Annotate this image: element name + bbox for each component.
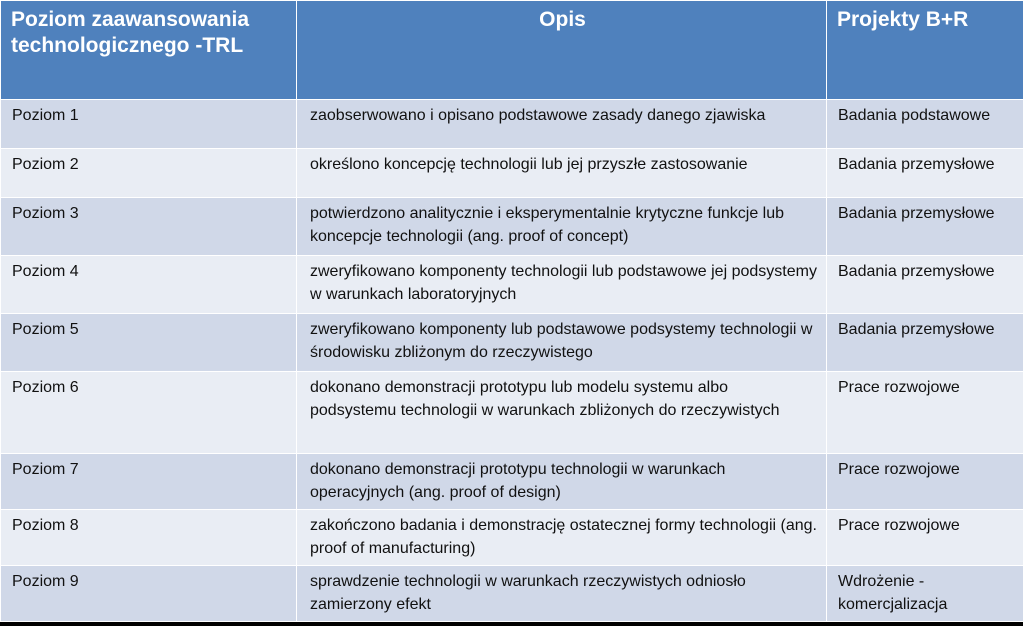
level-cell: Poziom 1 <box>1 100 297 149</box>
table-row <box>1 510 1023 566</box>
project-cell: Badania przemysłowe <box>827 314 1023 372</box>
project-cell: Prace rozwojowe <box>827 372 1023 454</box>
header-rd-projects: Projekty B+R <box>827 1 1023 100</box>
level-cell: Poziom 2 <box>1 149 297 198</box>
project-cell: Badania przemysłowe <box>827 256 1023 314</box>
description-cell: potwierdzono analitycznie i eksperymentalnie krytyczne funkcje lub koncepcje technologii (ang. proof of concept) <box>297 198 827 256</box>
level-cell: Poziom 7 <box>1 454 297 510</box>
project-cell: Badania podstawowe <box>827 100 1023 149</box>
project-cell: Badania przemysłowe <box>827 198 1023 256</box>
level-cell: Poziom 8 <box>1 510 297 566</box>
table-row <box>1 566 1023 622</box>
bottom-border <box>0 622 1023 626</box>
project-cell: Wdrożenie - komercjalizacja <box>827 566 1023 622</box>
table-row <box>1 314 1023 372</box>
description-cell: zweryfikowano komponenty lub podstawowe podsystemy technologii w środowisku zbliżonym do rzeczywistego <box>297 314 827 372</box>
description-cell: określono koncepcję technologii lub jej przyszłe zastosowanie <box>297 149 827 198</box>
project-cell: Badania przemysłowe <box>827 149 1023 198</box>
table-row <box>1 198 1023 256</box>
level-cell: Poziom 4 <box>1 256 297 314</box>
description-cell: dokonano demonstracji prototypu lub modelu systemu albo podsystemu technologii w warunkach zbliżonych do rzeczywistych <box>297 372 827 454</box>
table-row <box>1 100 1023 149</box>
header-description: Opis <box>297 1 827 100</box>
table-row <box>1 256 1023 314</box>
description-cell: dokonano demonstracji prototypu technologii w warunkach operacyjnych (ang. proof of design) <box>297 454 827 510</box>
level-cell: Poziom 6 <box>1 372 297 454</box>
description-cell: zakończono badania i demonstrację ostatecznej formy technologii (ang. proof of manufacturing) <box>297 510 827 566</box>
description-cell: sprawdzenie technologii w warunkach rzeczywistych odniosło zamierzony efekt <box>297 566 827 622</box>
level-cell: Poziom 9 <box>1 566 297 622</box>
project-cell: Prace rozwojowe <box>827 510 1023 566</box>
header-trl-level: Poziom zaawansowania technologicznego -TRL <box>1 1 297 100</box>
description-cell: zaobserwowano i opisano podstawowe zasady danego zjawiska <box>297 100 827 149</box>
table-header-row <box>1 1 1023 100</box>
level-cell: Poziom 3 <box>1 198 297 256</box>
description-cell: zweryfikowano komponenty technologii lub podstawowe jej podsystemy w warunkach laboratoryjnych <box>297 256 827 314</box>
table-row <box>1 149 1023 198</box>
table-row <box>1 454 1023 510</box>
table-row <box>1 372 1023 454</box>
project-cell: Prace rozwojowe <box>827 454 1023 510</box>
level-cell: Poziom 5 <box>1 314 297 372</box>
